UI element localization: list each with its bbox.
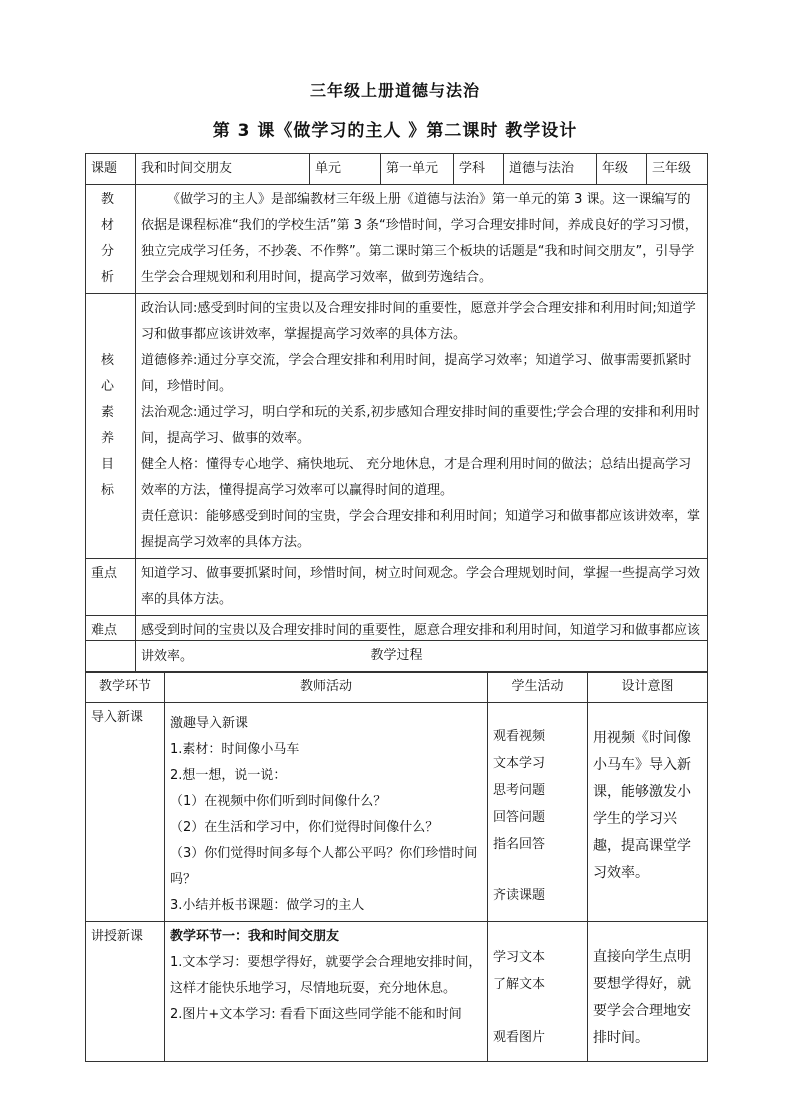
difficulty-label: 难点: [86, 616, 136, 673]
topic-label: 课题: [86, 154, 136, 185]
teacher-line: （2）在生活和学习中，你们觉得时间像什么？: [170, 820, 439, 835]
process-heading: 教学过程: [86, 641, 708, 672]
column-header: 教师活动: [165, 672, 488, 703]
teacher-activity: [165, 703, 488, 922]
topic-value: 我和时间交朋友: [136, 154, 310, 185]
teaching-process-table: [85, 640, 708, 1062]
student-line: 学习文本: [493, 950, 546, 965]
goal-item: 政治认同:感受到时间的宝贵以及合理安排时间的重要性，愿意并学会合理安排和利用时间;知道学习和做事都应该讲效率，掌握提高学习效率的具体方法。: [141, 301, 696, 342]
goal-item: 道德修养:通过分享交流，学会合理安排和利用时间，提高学习效率；知道学习、做事需要抓紧时间，珍惜时间。: [141, 353, 692, 394]
student-line: 观看视频: [493, 729, 546, 744]
student-line: 回答问题: [493, 810, 546, 825]
unit-value: 第一单元: [381, 154, 454, 185]
teacher-line: 教学环节一：我和时间交朋友: [170, 929, 340, 944]
goal-item: 法治观念:通过学习，明白学和玩的关系,初步感知合理安排时间的重要性;学会合理的安排和利用时间，提高学习、做事的效率。: [141, 405, 700, 446]
student-line: 了解文本: [493, 977, 546, 992]
stage-cell: 导入新课: [86, 703, 165, 922]
column-header: 教学环节: [86, 672, 165, 703]
subject-value: 道德与法治: [504, 154, 597, 185]
student-activity: [488, 703, 588, 922]
column-header: 学生活动: [488, 672, 588, 703]
analysis-label: [86, 185, 136, 294]
goals-label: [86, 294, 136, 559]
student-line: 观看图片: [493, 1030, 546, 1045]
lesson-info-table: [85, 153, 708, 673]
teacher-line: 1.素材：时间像小马车: [170, 742, 300, 757]
analysis-label-line: 教 材: [100, 192, 120, 233]
student-line: 思考问题: [493, 783, 546, 798]
unit-label: 单元: [310, 154, 381, 185]
document-title: 三年级上册道德与法治: [309, 81, 480, 100]
goal-item: 责任意识：能够感受到时间的宝贵，学会合理安排和利用时间；知道学习和做事都应该讲效率，掌握提高学习效率的具体方法。: [141, 509, 701, 550]
teacher-line: 激趣导入新课: [170, 716, 249, 731]
goals-label-line: 素 养: [100, 405, 120, 446]
student-line: 齐读课题: [493, 888, 546, 903]
grade-label: 年级: [597, 154, 647, 185]
student-line: 指名回答: [493, 837, 546, 852]
subject-label: 学科: [454, 154, 504, 185]
key-points-label: 重点: [86, 559, 136, 616]
analysis-label-line: 分 析: [100, 244, 120, 285]
analysis-text: 《做学习的主人》是部编教材三年级上册《道德与法治》第一单元的第 3 课。这一课编写的依据是课程标准“我们的学校生活”第 3 条“珍惜时间，学习合理安排时间，养成良好的学习习惯，独立完成学习任务，不抄袭、不作弊”。第二课时第三个板块的话题是“我和时间交朋友”，引导学生学会合理规划和利用时间，提高学习效率，做到劳逸结合。: [136, 185, 708, 294]
document-subtitle: 第 3 课《做学习的主人 》第二课时 教学设计: [212, 121, 578, 141]
design-intent: 直接向学生点明要想学得好，就要学会合理地安排时间。: [588, 922, 708, 1062]
goals-label-line: 核 心: [100, 353, 120, 394]
design-intent: 用视频《时间像小马车》导入新课，能够激发小学生的学习兴趣，提高课堂学习效率。: [588, 703, 708, 922]
goals-label-line: 目 标: [100, 457, 120, 498]
teacher-line: 2.想一想，说一说：: [170, 768, 287, 783]
teacher-line: （3）你们觉得时间多每个人都公平吗？你们珍惜时间吗？: [170, 846, 478, 887]
goals-content: [136, 294, 708, 559]
goal-item: 健全人格：懂得专心地学、痛快地玩、 充分地休息，才是合理利用时间的做法；总结出提高学习效率的方法，懂得提高学习效率可以赢得时间的道理。: [141, 457, 692, 498]
teacher-line: 1.文本学习：要想学得好，就要学会合理地安排时间，这样才能快乐地学习，尽情地玩耍，充分地休息。: [170, 955, 482, 996]
stage-cell: 讲授新课: [86, 922, 165, 1062]
teacher-line: 2.图片+文本学习: 看看下面这些同学能不能和时间: [170, 1007, 462, 1022]
key-points-text: 知道学习、做事要抓紧时间，珍惜时间，树立时间观念。学会合理规划时间，掌握一些提高学习效率的具体方法。: [136, 559, 708, 616]
teacher-line: 3.小结并板书课题：做学习的主人: [170, 898, 365, 913]
column-header: 设计意图: [588, 672, 708, 703]
student-activity: [488, 922, 588, 1062]
student-line: 文本学习: [493, 756, 546, 771]
teacher-activity: [165, 922, 488, 1062]
difficulty-text: 感受到时间的宝贵以及合理安排时间的重要性，愿意合理安排和利用时间，知道学习和做事都应该讲效率。: [136, 616, 708, 673]
grade-value: 三年级: [647, 154, 708, 185]
teacher-line: （1）在视频中你们听到时间像什么？: [170, 794, 387, 809]
